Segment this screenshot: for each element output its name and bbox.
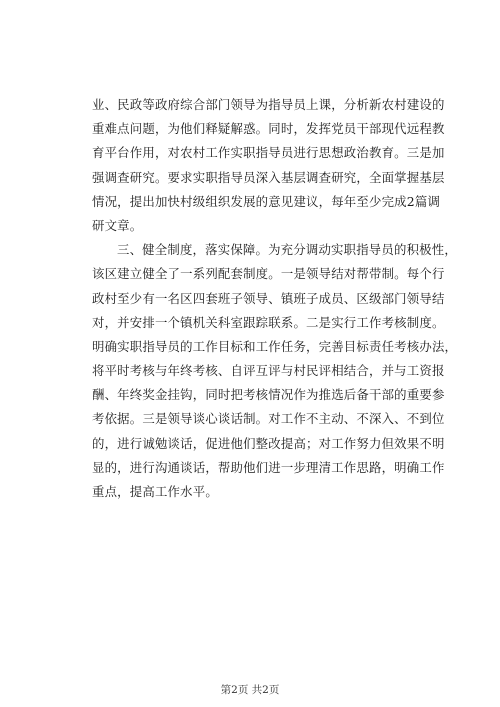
text-line: 重点，提高工作水平。 (92, 484, 218, 499)
paragraph-1 (92, 93, 445, 238)
text-line: 考依据。三是领导谈心谈话制。对工作不主动、不深入、不到位 (92, 411, 445, 427)
text-line: 强调查研究。要求实职指导员深入基层调查研究，全面掌握基层 (92, 169, 445, 185)
text-line: 三、健全制度，落实保障。为充分调动实职指导员的积极性， (117, 242, 457, 258)
text-line: 研文章。 (92, 217, 143, 233)
text-line: 酬、年终奖金挂钩，同时把考核情况作为推选后备干部的重要参 (92, 387, 445, 403)
text-line: 情况，提出加快村级组织发展的意见建议，每年至少完成2篇调 (92, 193, 441, 209)
text-line: 业、民政等政府综合部门领导为指导员上课，分析新农村建设的 (92, 97, 445, 112)
text-line: 将平时考核与年终考核、自评互评与村民评相结合，并与工资报 (92, 363, 445, 379)
document-body (92, 93, 458, 504)
text-line: 对，并安排一个镇机关科室跟踪联系。二是实行工作考核制度。 (92, 314, 445, 330)
text-line: 明确实职指导员的工作目标和工作任务，完善目标责任考核办法， (92, 338, 458, 354)
text-line: 政村至少有一名区四套班子领导、镇班子成员、区级部门领导结 (92, 290, 445, 306)
text-line: 显的，进行沟通谈话，帮助他们进一步理清工作思路，明确工作 (92, 459, 445, 475)
text-line: 育平台作用，对农村工作实职指导员进行思想政治教育。三是加 (92, 145, 445, 161)
page-footer: 第2页 共2页 (220, 684, 280, 696)
text-line: 重难点问题，为他们释疑解惑。同时，发挥党员干部现代远程教 (92, 121, 445, 137)
text-line: 该区建立健全了一系列配套制度。一是领导结对帮带制。每个行 (92, 266, 445, 282)
text-line: 的，进行诚勉谈话，促进他们整改提高；对工作努力但效果不明 (92, 435, 445, 451)
paragraph-2 (92, 238, 458, 504)
